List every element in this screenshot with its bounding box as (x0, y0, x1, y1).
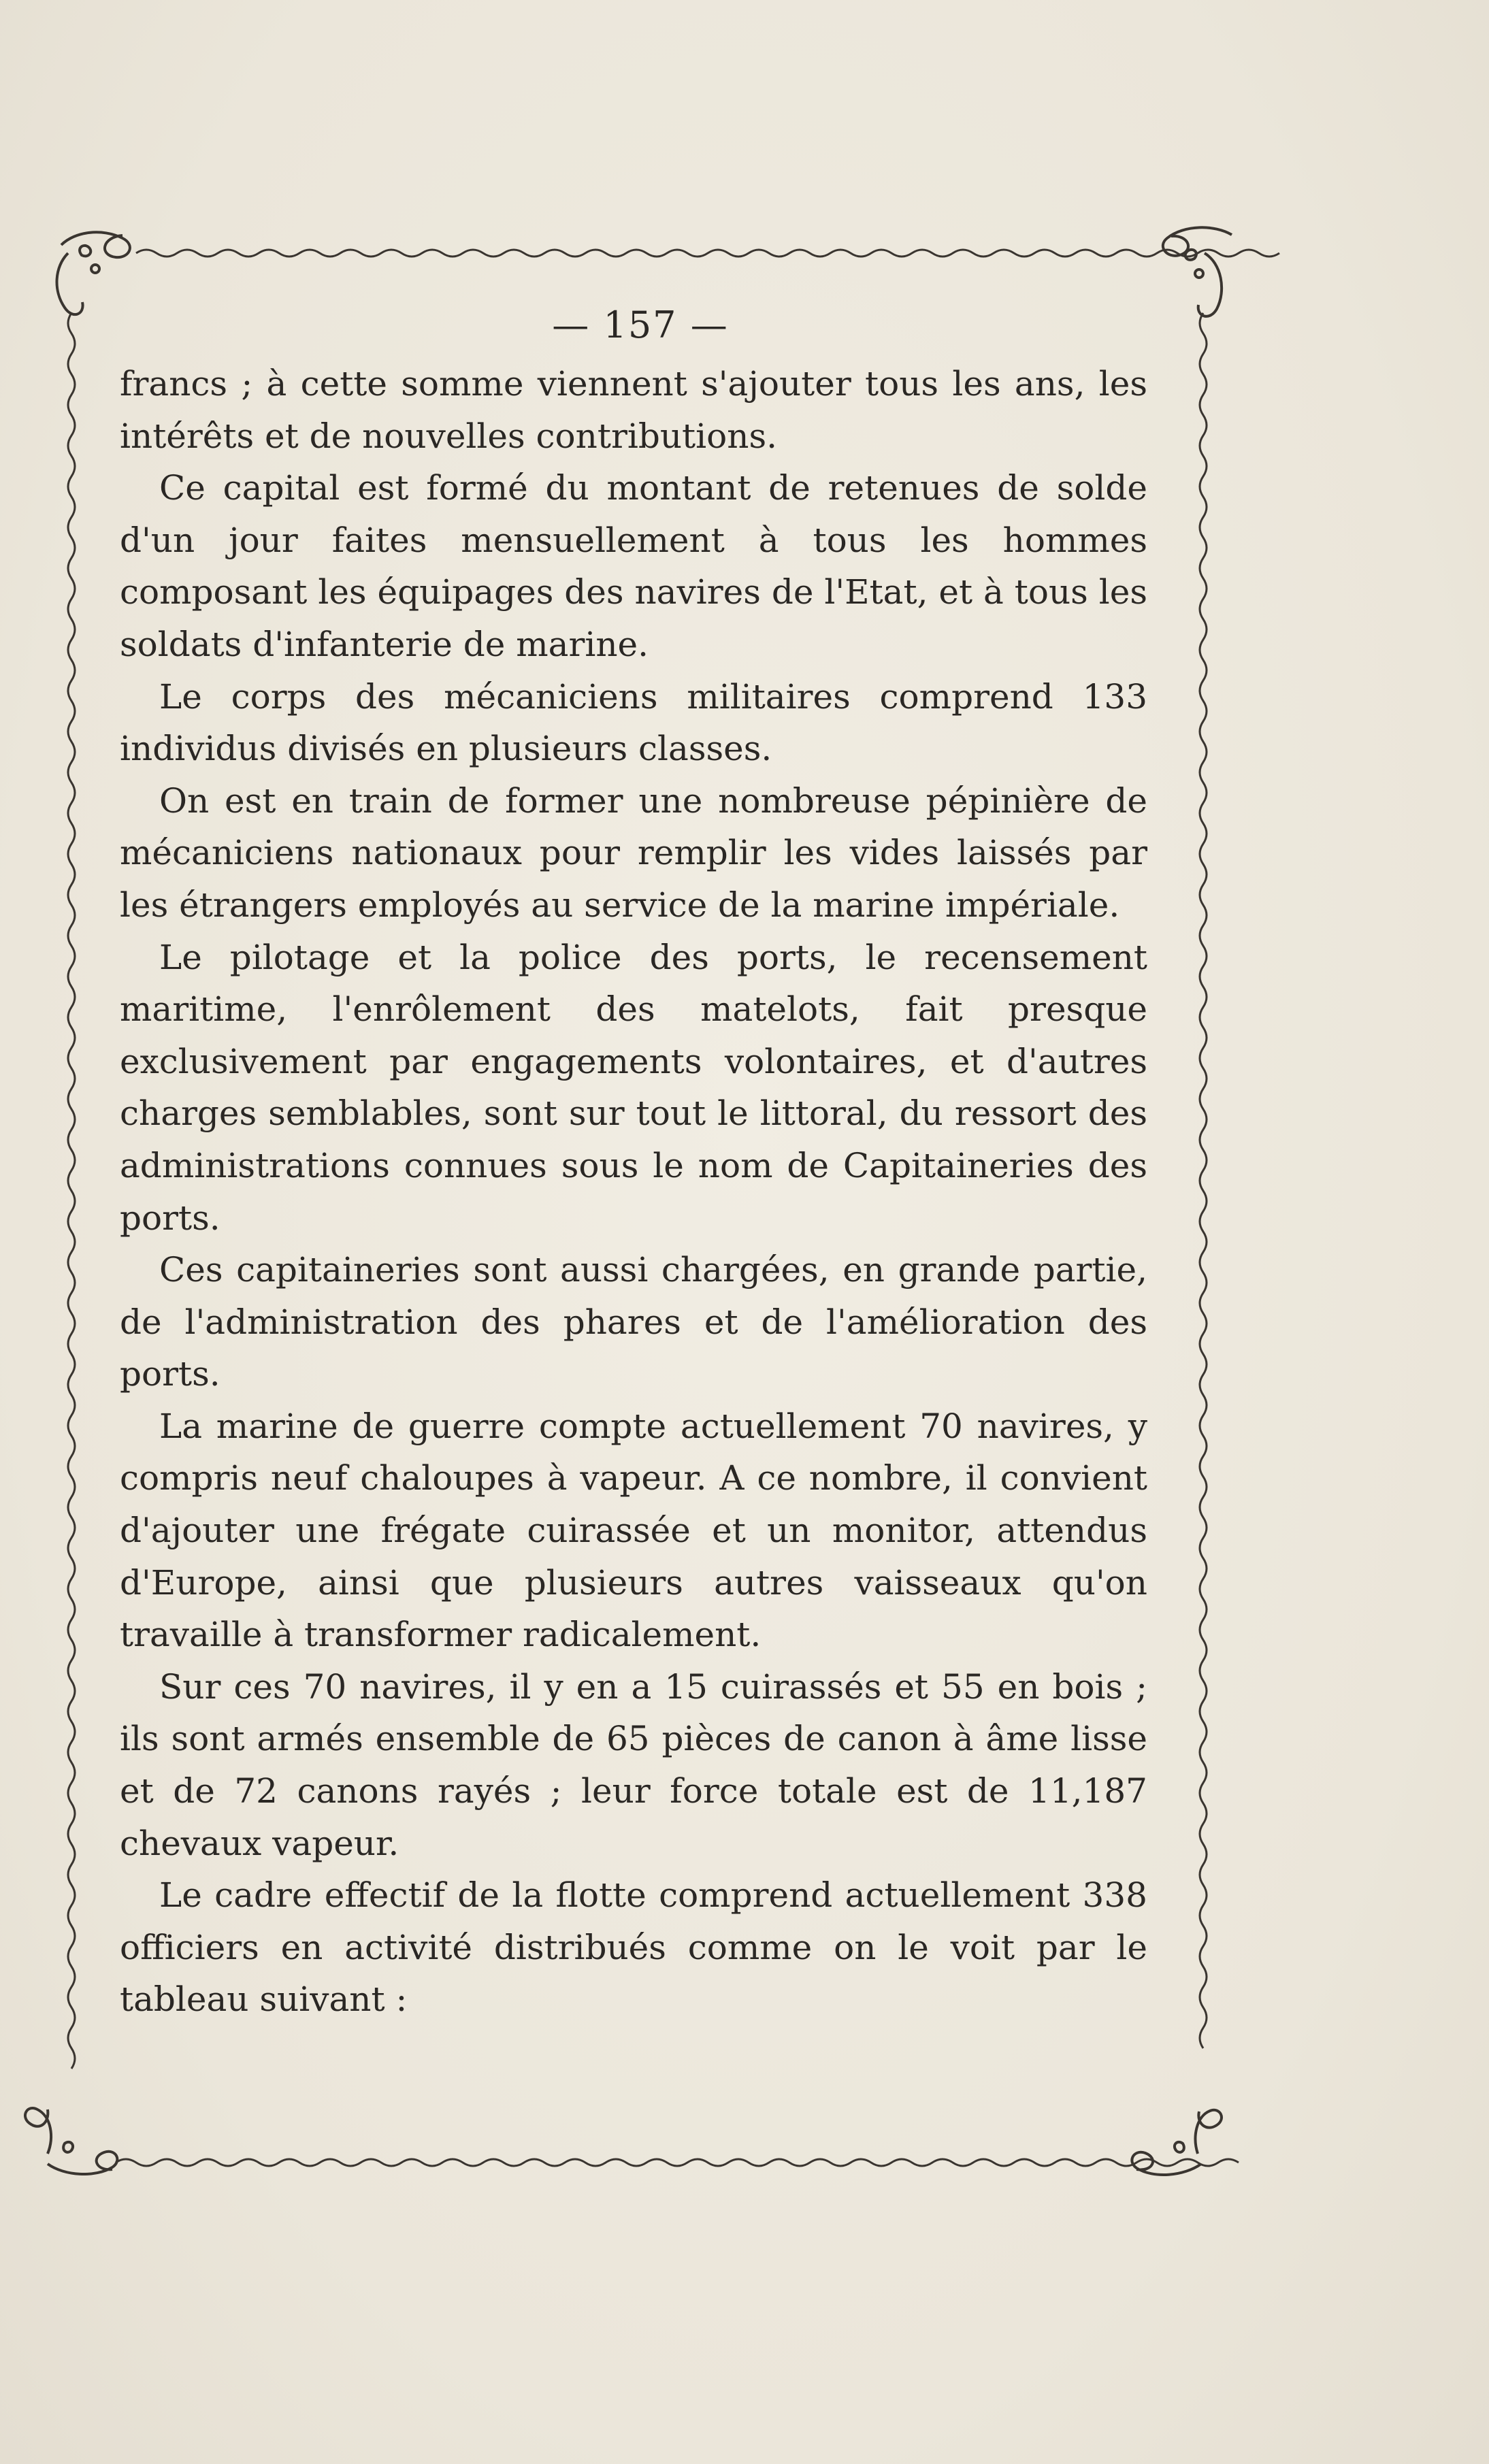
corner-ornament-top-left (57, 232, 130, 314)
bottom-border-line (116, 2159, 1239, 2166)
paragraph-6: Ces capitaineries sont aussi chargées, en grande partie, de l'administration des phares et de l'amélioration des ports. (120, 1250, 1147, 1394)
page-number: — 157 — (552, 303, 729, 346)
paragraph-5: Le pilotage et la police des ports, le recensement maritime, l'enrôlement des matelots, fait presque exclusivement par engagements volontaires, et d'autres charges semblables, sont sur tout le littoral, du ressort des administrations connues sous le nom de Capitaineries des ports. (120, 937, 1147, 1238)
paragraph-8: Sur ces 70 navires, il y en a 15 cuirassés et 55 en bois ; ils sont armés ensemble de 65 pièces de canon à âme lisse et de 72 canons rayés ; leur force totale est de 11,187 chevaux vapeur. (120, 1666, 1147, 1863)
corner-ornament-bottom-left (25, 2108, 117, 2174)
paragraph-3: Le corps des mécaniciens militaires comprend 133 individus divisés en plusieurs classes. (120, 676, 1147, 769)
text-block (120, 293, 1147, 2026)
paragraph-7: La marine de guerre compte actuellement 70 navires, y compris neuf chaloupes à vapeur. A ce nombre, il convient d'ajouter une frégate cuirassée et un monitor, attendus d'Europe, ainsi que plusieurs autres vaisseaux qu'on travaille à transformer radicalement. (120, 1406, 1147, 1655)
left-border-line (68, 313, 75, 2069)
top-border-line (136, 250, 1279, 257)
paragraph-2: Ce capital est formé du montant de retenues de solde d'un jour faites mensuellement à tous les hommes composant les équipages des navires de l'Etat, et à tous les soldats d'infanterie de marine. (120, 468, 1147, 664)
corner-ornament-top-right (1163, 227, 1232, 316)
right-border-line (1200, 313, 1207, 2048)
paragraph-1: francs ; à cette somme viennent s'ajouter tous les ans, les intérêts et de nouvelles contributions. (120, 364, 1147, 456)
paragraph-4: On est en train de former une nombreuse pépinière de mécaniciens nationaux pour remplir les vides laissés par les étrangers employés au service de la marine impériale. (120, 781, 1147, 925)
paragraph-9: Le cadre effectif de la flotte comprend actuellement 338 officiers en activité distribués comme on le voit par le tableau suivant : (120, 1875, 1147, 2020)
